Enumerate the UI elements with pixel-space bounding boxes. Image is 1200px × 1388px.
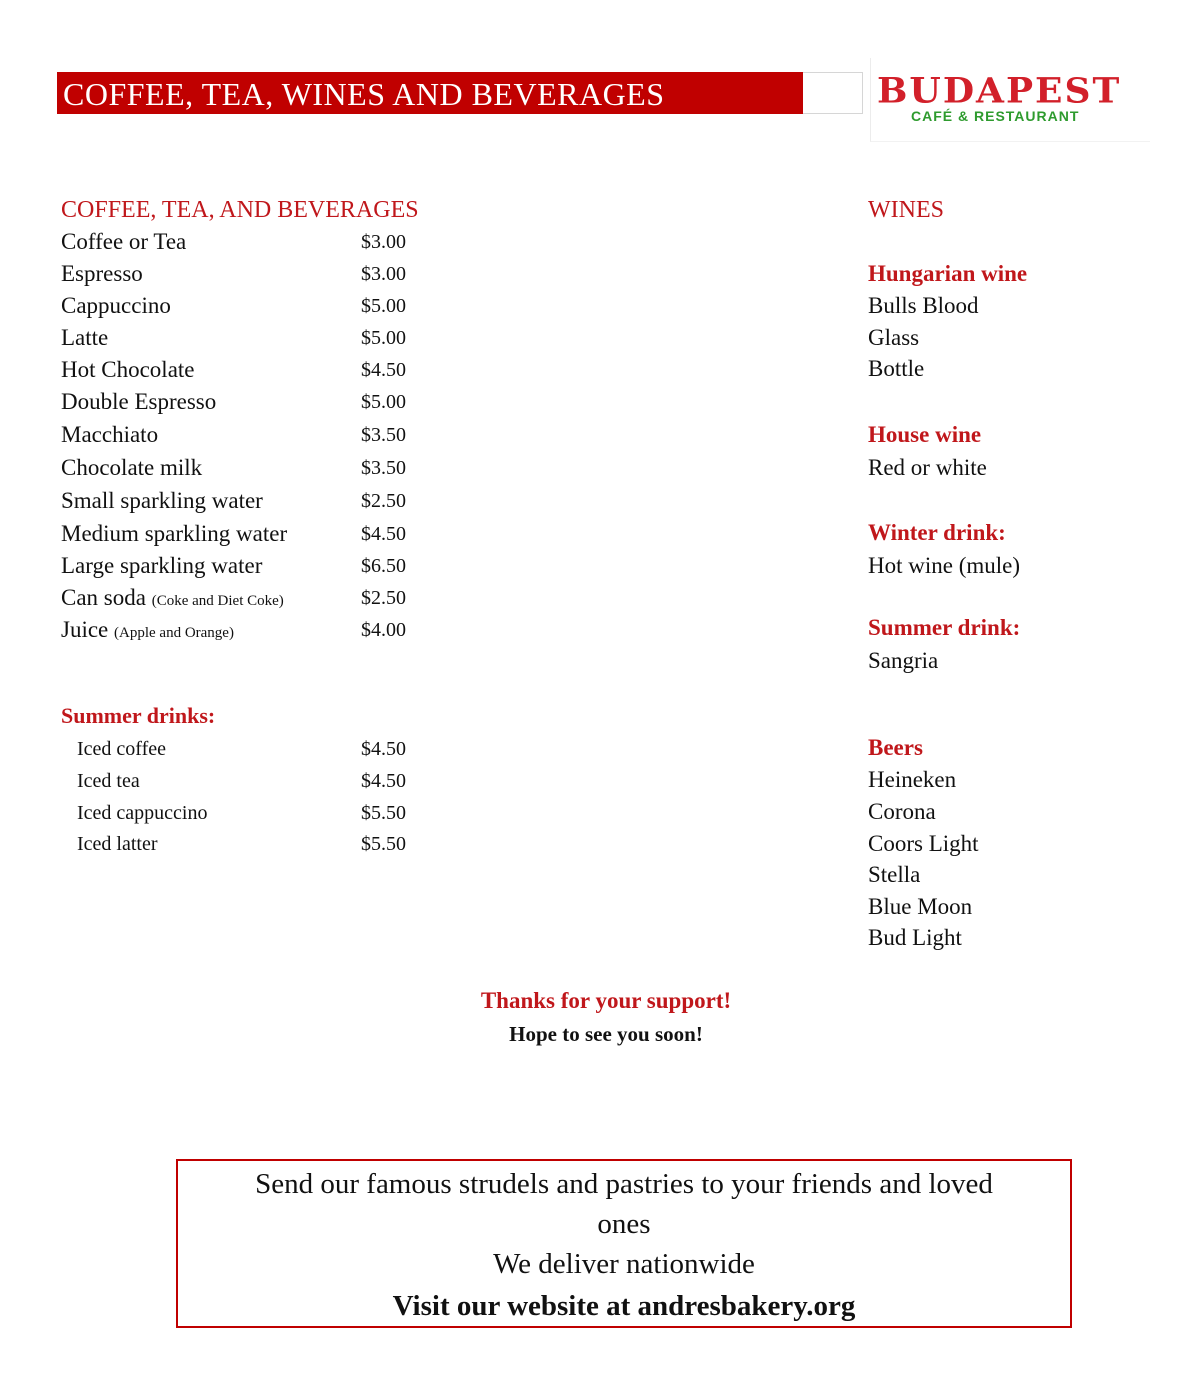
menu-item	[77, 765, 406, 797]
item-price: $4.50	[361, 359, 406, 381]
summer-drink-heading: Summer drink:	[868, 615, 1021, 640]
menu-item	[61, 258, 406, 290]
item-price: $4.00	[361, 619, 406, 641]
item-price: $6.50	[361, 555, 406, 577]
hungarian-wine-heading: Hungarian wine	[868, 261, 1028, 286]
promo-line: Send our famous strudels and pastries to your friends and loved	[255, 1168, 993, 1200]
menu-item	[61, 354, 406, 386]
menu-item	[61, 386, 406, 418]
item-name: Cappuccino	[61, 293, 171, 318]
item-name	[61, 614, 234, 649]
menu-item	[61, 419, 406, 451]
title-bar-spacer	[803, 72, 863, 114]
thanks-message: Thanks for your support!	[480, 988, 732, 1013]
wines-heading: WINES	[868, 197, 944, 223]
item-name: Coffee or Tea	[61, 229, 187, 254]
wine-item: Sangria	[868, 648, 939, 673]
see-you-message: Hope to see you soon!	[509, 1022, 703, 1046]
item-price: $2.50	[361, 490, 406, 512]
item-name: Large sparkling water	[61, 553, 263, 578]
wine-item: Hot wine (mule)	[868, 553, 1021, 578]
delivery-promo-box	[176, 1159, 1072, 1328]
menu-item	[61, 452, 406, 484]
item-name: Hot Chocolate	[61, 357, 195, 382]
item-price: $3.00	[361, 231, 406, 253]
beers-heading: Beers	[868, 735, 923, 760]
promo-line: We deliver nationwide	[493, 1248, 755, 1280]
item-name: Iced latter	[77, 833, 158, 855]
menu-item	[77, 733, 406, 765]
house-wine-heading: House wine	[868, 422, 982, 447]
item-name: Espresso	[61, 261, 143, 286]
item-price: $3.50	[361, 457, 406, 479]
wine-item: Red or white	[868, 455, 987, 480]
beer-item: Stella	[868, 862, 921, 887]
beer-item: Bud Light	[868, 925, 962, 950]
logo-name: BUDAPEST	[877, 71, 1122, 111]
item-price: $5.00	[361, 295, 406, 317]
wine-item: Bottle	[868, 356, 925, 381]
menu-item	[61, 550, 406, 582]
beer-item: Corona	[868, 799, 936, 824]
item-name: Iced cappuccino	[77, 802, 208, 824]
logo-tagline: CAFÉ & RESTAURANT	[911, 108, 1080, 124]
beer-item: Blue Moon	[868, 894, 973, 919]
winter-drink-heading: Winter drink:	[868, 520, 1006, 545]
item-note: (Coke and Diet Coke)	[151, 593, 284, 609]
item-name: Small sparkling water	[61, 488, 263, 513]
page-title: COFFEE, TEA, WINES AND BEVERAGES	[57, 72, 803, 114]
item-price: $2.50	[361, 587, 406, 609]
item-price: $5.50	[361, 802, 406, 824]
item-price: $4.50	[361, 738, 406, 760]
item-name-text: Juice	[61, 617, 109, 642]
item-name: Iced tea	[77, 770, 140, 792]
item-name: Macchiato	[61, 422, 159, 447]
budapest-logo	[870, 58, 1150, 142]
menu-item	[77, 828, 406, 860]
item-name: Double Espresso	[61, 389, 217, 414]
beer-item: Heineken	[868, 767, 957, 792]
menu-item	[61, 582, 406, 614]
beer-item: Coors Light	[868, 831, 979, 856]
item-name: Iced coffee	[77, 738, 167, 760]
item-price: $5.50	[361, 833, 406, 855]
item-price: $3.50	[361, 424, 406, 446]
item-price: $4.50	[361, 523, 406, 545]
item-name: Chocolate milk	[61, 455, 203, 480]
item-price: $4.50	[361, 770, 406, 792]
menu-item	[61, 485, 406, 517]
item-name	[61, 582, 284, 617]
menu-item	[61, 322, 406, 354]
item-note: (Apple and Orange)	[114, 625, 234, 641]
item-name: Medium sparkling water	[61, 521, 288, 546]
wine-item: Bulls Blood	[868, 293, 979, 318]
menu-item	[61, 518, 406, 550]
menu-item	[77, 797, 406, 829]
item-name: Latte	[61, 325, 109, 350]
item-name-text: Can soda	[61, 585, 146, 610]
wine-item: Glass	[868, 325, 920, 350]
item-price: $3.00	[361, 263, 406, 285]
beverages-heading: COFFEE, TEA, AND BEVERAGES	[61, 197, 419, 223]
menu-item	[61, 614, 406, 646]
promo-line: ones	[597, 1208, 651, 1240]
item-price: $5.00	[361, 327, 406, 349]
summer-drinks-heading: Summer drinks:	[61, 703, 216, 728]
item-price: $5.00	[361, 391, 406, 413]
menu-item	[61, 226, 406, 258]
website-link[interactable]: Visit our website at andresbakery.org	[392, 1290, 856, 1322]
menu-item	[61, 290, 406, 322]
